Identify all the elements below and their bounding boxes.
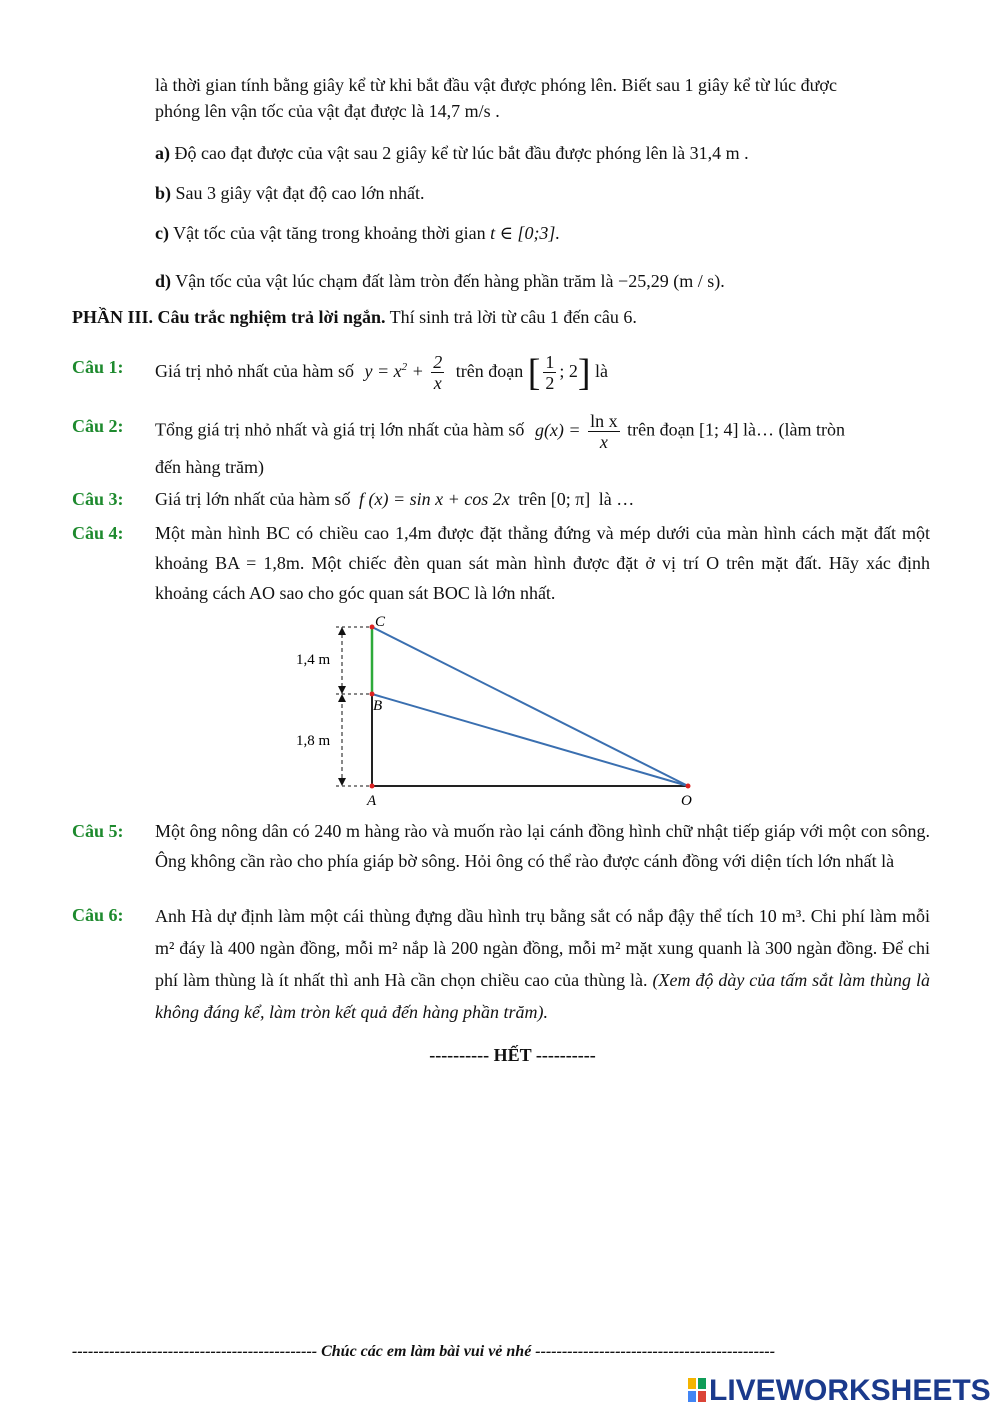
question-3-label: Câu 3: (72, 489, 124, 509)
observation-diagram (290, 612, 710, 812)
question-6: Anh Hà dự định làm một cái thùng đựng dầu hình trụ bằng sắt có nắp đậy thể tích 10 m³. Chi phí làm mỗi m² đáy là 400 ngàn đồng, mỗi m² nắp là 200 ngàn đồng, mỗi m² mặt xung quanh là 300 ngàn đồng. Để chi phí làm thùng là ít nhất thì anh Hà cần chọn chiều cao của thùng là. (Xem độ dày của tấm sắt làm thùng là không đáng kể, làm tròn kết quả đến hàng phần trăm). (155, 906, 931, 1022)
label-c: C (375, 614, 386, 630)
arrow-head-mid-up (338, 686, 346, 694)
label-b: B (373, 698, 383, 714)
point-o (686, 784, 691, 789)
footer-message: ---------------------------------------------- Chúc các em làm bài vui vẻ nhé --------------------------------------------- (72, 1343, 776, 1360)
end-marker: ---------- HẾT ---------- (429, 1045, 596, 1065)
question-5-label: Câu 5: (72, 821, 124, 841)
question-3: Giá trị lớn nhất của hàm số f (x) = sin x + cos 2x trên [0; π] là … (155, 489, 635, 509)
option-a: a) Độ cao đạt được của vật sau 2 giây kể từ lúc bắt đầu được phóng lên là 31,4 m . (155, 143, 749, 163)
question-4-label: Câu 4: (72, 523, 124, 543)
brand-name: LIVEWORKSHEETS (709, 1374, 991, 1407)
question-6-label: Câu 6: (72, 905, 124, 925)
liveworksheets-logo[interactable] (688, 1374, 991, 1408)
option-b: b) Sau 3 giây vật đạt độ cao lớn nhất. (155, 183, 425, 203)
section-header: PHẦN III. Câu trắc nghiệm trả lời ngắn. Thí sinh trả lời từ câu 1 đến câu 6. (72, 307, 637, 327)
question-5: Một ông nông dân có 240 m hàng rào và muốn rào lại cánh đồng hình chữ nhật tiếp giáp với một con sông. Ông không cần rào cho phía giáp bờ sông. Hỏi ông có thể rào được cánh đồng với diện tích lớn nhất là (155, 821, 930, 871)
point-c (370, 625, 375, 630)
question-1: Giá trị nhỏ nhất của hàm số $y = x^2$ + $\frac{2}{x}$ trên đoạn [ $\frac{1}{2}$ ; 2] là (155, 351, 609, 394)
question-4: Một màn hình BC có chiều cao 1,4m được đặt thẳng đứng và mép dưới của màn hình cách mặt đất một khoảng BA = 1,8m. Một chiếc đèn quan sát màn hình được đặt ở vị trí O trên mặt đất. Hãy xác định khoảng cách AO sao cho góc quan sát BOC là lớn nhất. (155, 523, 930, 603)
liveworksheets-icon (688, 1378, 706, 1402)
dimension-top-label: 1,4 m (296, 652, 331, 668)
question-6-note: (Xem độ dày của tấm sắt làm thùng là không đáng kể, làm tròn kết quả đến hàng phần trăm). (155, 970, 931, 1022)
question-2-label: Câu 2: (72, 416, 124, 436)
question-2-line-2: đến hàng trăm) (155, 457, 264, 477)
arrow-head-top (338, 627, 346, 635)
dimension-bottom-label: 1,8 m (296, 733, 331, 749)
intro-line-2: phóng lên vận tốc của vật đạt được là 14,7 m/s . (155, 101, 500, 121)
ray-oc (372, 627, 688, 786)
question-2: Tổng giá trị nhỏ nhất và giá trị lớn nhất của hàm số g(x) = $\frac{\text{ln x}}{x}$ trên đoạn [1; 4] là… (làm tròn (155, 411, 846, 452)
ray-ob (372, 694, 688, 786)
point-a (370, 784, 375, 789)
option-d: d) Vận tốc của vật lúc chạm đất làm tròn đến hàng phần trăm là −25,29 (m / s). (155, 271, 725, 291)
arrow-head-mid-down (338, 694, 346, 702)
label-o: O (681, 793, 692, 809)
label-a: A (367, 793, 377, 809)
option-c: c) Vật tốc của vật tăng trong khoảng thời gian t ∈ [0;3]. (155, 223, 560, 243)
arrow-head-bottom (338, 778, 346, 786)
intro-line-1: là thời gian tính bằng giây kể từ khi bắt đầu vật được phóng lên. Biết sau 1 giây kể từ lúc được (155, 75, 837, 95)
question-1-label: Câu 1: (72, 357, 124, 377)
point-b (370, 692, 375, 697)
